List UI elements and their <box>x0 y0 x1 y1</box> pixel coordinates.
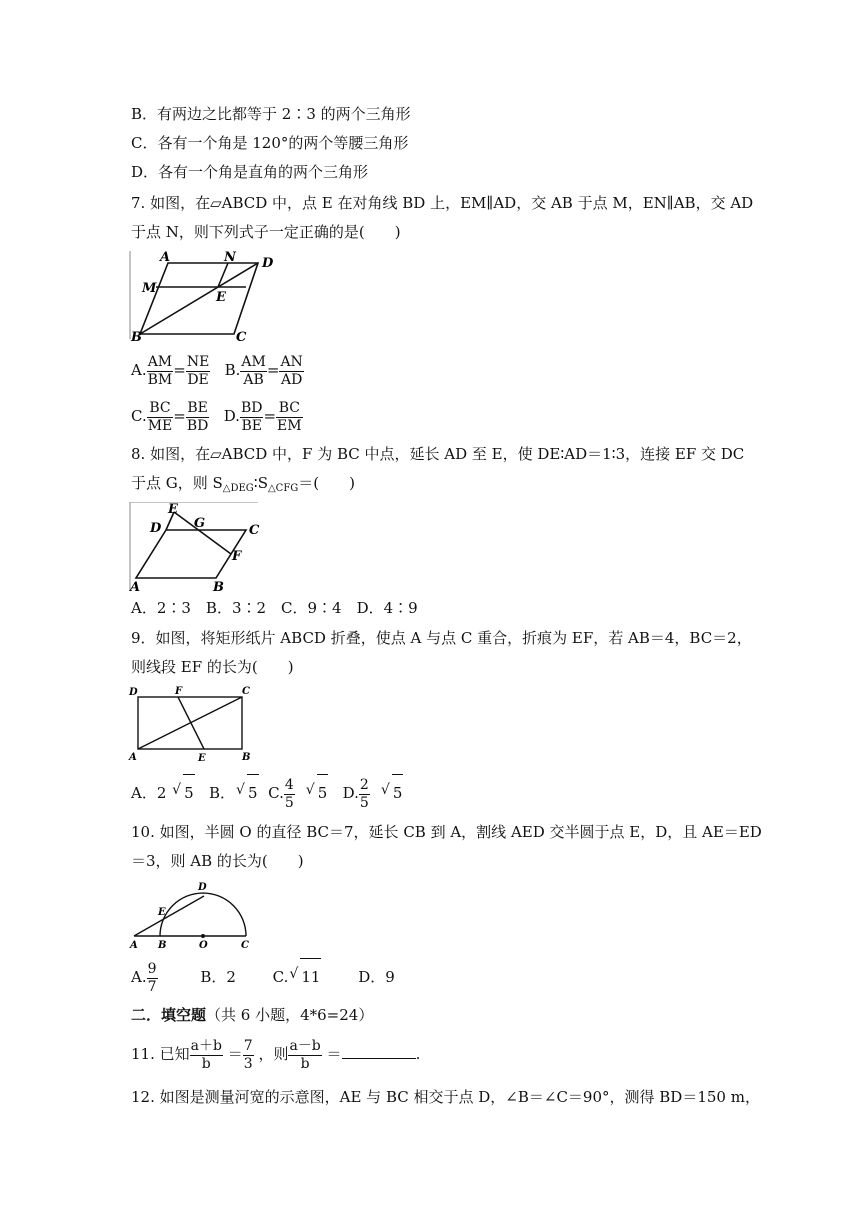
q7-opt-d-eq: = <box>263 407 277 425</box>
q11-end: . <box>415 1045 421 1063</box>
q7-opt-d-label: D. <box>223 407 240 425</box>
q9-opt-b-radical: √ 5 <box>247 774 259 811</box>
q9-opt-c-radical: √ 5 <box>317 774 329 811</box>
q8-sub-cfg: △CFG <box>267 483 299 494</box>
q11-fraction-2: $\frac{7}{3}$ <box>243 1037 253 1072</box>
q10-fig-label-a: A <box>130 940 138 950</box>
q11-pre: 11. 已知 <box>131 1045 190 1063</box>
q9-stem-line2: 则线段 EF 的长为( ) <box>131 658 294 676</box>
q7-opt-b-eq: = <box>266 361 280 379</box>
q10-opt-d: D．9 <box>358 968 395 986</box>
q7-opt-a-right-fraction: $\frac{NE}{DE}$ <box>186 353 210 388</box>
q7-opt-c-eq: = <box>173 407 186 425</box>
q9-opt-d-radical: √ 5 <box>392 774 404 811</box>
q10-options <box>131 958 395 996</box>
q8-fig-label-d: D <box>150 521 162 536</box>
q10-fig-label-c: C <box>241 940 249 950</box>
q7-opt-a-label: A. <box>131 361 147 379</box>
q7-stem-line1: 7. 如图，在▱ABCD 中，点 E 在对角线 BD 上，EM∥AD，交 AB 于点 M，EN∥AB，交 AD <box>131 194 754 212</box>
q7-opt-a-left-fraction: $\frac{AM}{BM}$ <box>147 353 173 388</box>
q8-options: A．2∶3 B．3∶2 C．9∶4 D．4∶9 <box>131 599 418 617</box>
q12-stem-line1: 12. 如图是测量河宽的示意图，AE 与 BC 相交于点 D，∠B＝∠C＝90°，测得 BD＝150 m， <box>131 1088 760 1106</box>
q8-sub-deg: △DEG <box>222 483 254 494</box>
q7-fig-label-c: C <box>236 330 247 345</box>
q8-fig-label-e: E <box>168 502 178 517</box>
q9-fig-label-e: E <box>198 753 206 764</box>
q8-fig-label-b: B <box>213 580 224 594</box>
q9-opt-b-pre: B． <box>209 784 236 802</box>
q11-mid: ，则 <box>258 1045 289 1063</box>
q7-options-cd <box>131 398 303 435</box>
q10-fig-label-b: B <box>158 940 167 950</box>
q11-fraction-3: $\frac{a-b}{b}$ <box>289 1037 321 1072</box>
q10-opt-c-pre: C. <box>272 968 289 986</box>
q7-figure <box>128 249 288 345</box>
q9-stem-line1: 9．如图，将矩形纸片 ABCD 折叠，使点 A 与点 C 重合，折痕为 EF，若 AB＝4，BC＝2， <box>131 629 752 647</box>
q10-stem-line1: 10. 如图，半圆 O 的直径 BC＝7，延长 CB 到 A，割线 AED 交半圆于点 E，D，且 AE＝ED <box>131 823 762 841</box>
q7-opt-b-left-fraction: $\frac{AM}{AB}$ <box>241 353 266 388</box>
q9-opt-c-fraction: $\frac{4}{5}$ <box>284 776 294 811</box>
q9-opt-a-pre: A．2 <box>131 784 172 802</box>
q8-fig-label-f: F <box>232 549 242 564</box>
q11-answer-blank[interactable] <box>342 1044 416 1059</box>
q9-fig-label-c: C <box>242 686 250 697</box>
q6-option-c: C．各有一个角是 120°的两个等腰三角形 <box>131 134 409 152</box>
q7-fig-label-m: M <box>142 281 157 296</box>
section-2-note: （共 6 小题，4*6=24） <box>206 1006 374 1024</box>
q7-fig-label-n: N <box>224 250 236 265</box>
q10-fig-label-e: E <box>158 907 166 918</box>
q6-option-b: B．有两边之比都等于 2∶3 的两个三角形 <box>131 105 411 123</box>
section-2-heading <box>131 1005 373 1025</box>
q7-fig-label-e: E <box>216 290 226 305</box>
q9-fig-label-b: B <box>242 752 251 763</box>
q8-stem-line2 <box>131 473 355 499</box>
q7-opt-c-label: C. <box>131 407 147 425</box>
q9-options <box>131 774 403 812</box>
q7-opt-a-eq: = <box>173 361 186 379</box>
q9-opt-d-fraction: $\frac{2}{5}$ <box>359 776 369 811</box>
q7-stem-line2: 于点 N，则下列式子一定正确的是( ) <box>131 223 401 241</box>
q7-opt-b-right-fraction: $\frac{AN}{AD}$ <box>280 353 303 388</box>
q7-opt-d-left-fraction: $\frac{BD}{BE}$ <box>240 399 263 434</box>
q10-figure <box>128 878 258 950</box>
q8-fig-label-a: A <box>130 580 141 594</box>
q7-opt-d-right-fraction: $\frac{BC}{EM}$ <box>277 399 302 434</box>
q10-fig-label-o: O <box>199 940 208 950</box>
q10-fig-label-d: D <box>198 882 207 893</box>
q9-opt-a-radical: √ 5 <box>183 774 195 811</box>
q10-opt-b: B．2 <box>200 968 236 986</box>
q11-line <box>131 1034 420 1074</box>
q9-fig-label-d: D <box>129 687 138 698</box>
q8-figure <box>128 502 268 594</box>
q11-fraction-1: $\frac{a+b}{b}$ <box>190 1037 222 1072</box>
q10-opt-c-radical: √ 11 <box>300 958 321 995</box>
q8-stem-mid: ∶S <box>253 474 268 492</box>
q8-fig-label-c: C <box>249 523 260 538</box>
q7-opt-b-label: B. <box>224 361 241 379</box>
q6-option-d: D．各有一个角是直角的两个三角形 <box>131 163 369 181</box>
q8-fig-label-g: G <box>194 516 206 531</box>
q7-fig-label-b: B <box>131 330 142 345</box>
q7-fig-label-a: A <box>160 250 171 265</box>
q7-fig-label-d: D <box>262 256 274 271</box>
q7-opt-c-right-fraction: $\frac{BE}{BD}$ <box>186 399 209 434</box>
q9-figure <box>128 684 258 764</box>
q10-opt-a-fraction: $\frac{9}{7}$ <box>147 960 157 995</box>
q8-stem-post: ＝( ) <box>298 474 355 492</box>
section-2-title: 二．填空题 <box>131 1006 207 1024</box>
q7-options-ab <box>131 352 304 389</box>
q11-eq-2: ＝ <box>326 1045 342 1063</box>
q9-fig-label-f: F <box>175 686 183 697</box>
q10-stem-line2: ＝3，则 AB 的长为( ) <box>131 852 304 870</box>
q8-stem-pre: 于点 G，则 S <box>131 474 223 492</box>
q11-eq-1: ＝ <box>227 1045 243 1063</box>
q8-stem-line1: 8. 如图，在▱ABCD 中，F 为 BC 中点，延长 AD 至 E，使 DE∶AD＝1∶3，连接 EF 交 DC <box>131 445 745 463</box>
q10-opt-a-pre: A. <box>131 968 147 986</box>
q9-opt-d-pre: D. <box>342 784 359 802</box>
q9-opt-c-pre: C. <box>268 784 284 802</box>
q9-fig-label-a: A <box>129 752 137 763</box>
q7-opt-c-left-fraction: $\frac{BC}{ME}$ <box>147 399 173 434</box>
